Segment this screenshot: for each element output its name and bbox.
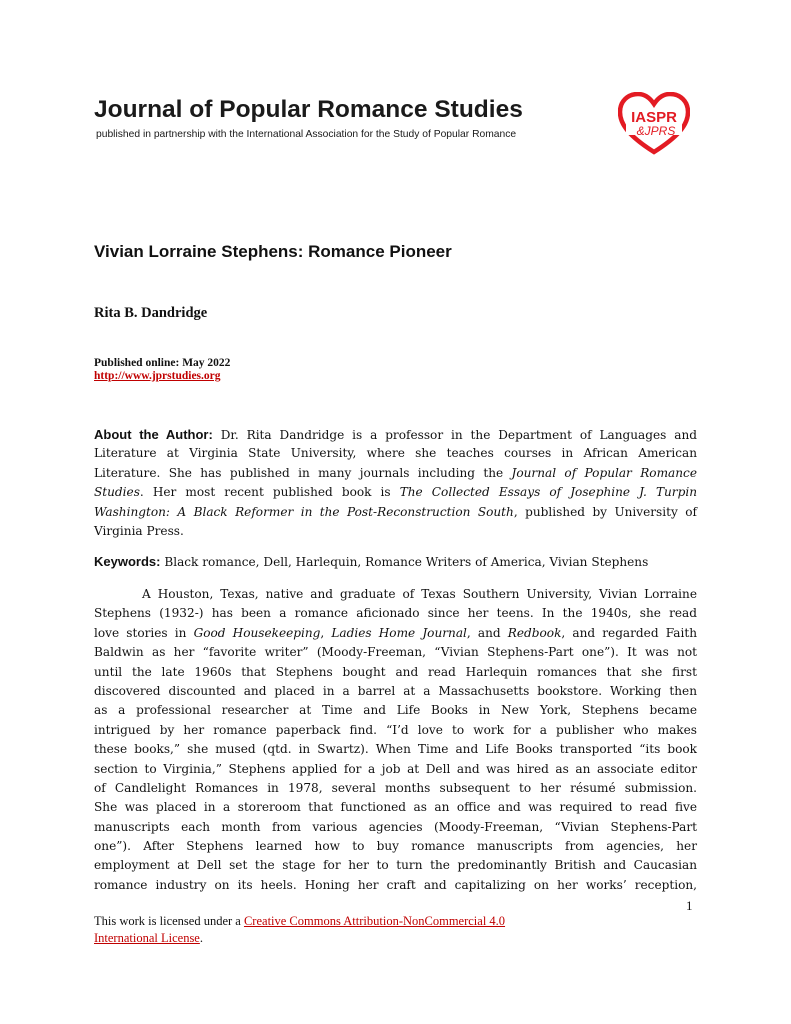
body-line: one”). After Stephens learned how to buy romance manuscripts from agencies, her bbox=[94, 839, 697, 854]
keywords-line bbox=[94, 552, 697, 571]
logo-text-1: IASPR bbox=[631, 109, 677, 126]
body-line: romance industry on its heels. Honing her craft and capitalizing on her works’ reception, bbox=[94, 877, 697, 892]
page-number: 1 bbox=[686, 898, 693, 913]
published-date: Published online: May 2022 bbox=[94, 357, 231, 369]
iaspr-logo bbox=[618, 92, 690, 156]
journal-subtitle: published in partnership with the International Association for the Study of Popular Romance bbox=[96, 129, 517, 140]
body-line: intrigued by her romance paperback find. “I’d love to work for a publisher who makes bbox=[94, 722, 697, 737]
about-line: Literature at Virginia State University, where she teaches courses in African American bbox=[94, 446, 697, 461]
license-footer bbox=[94, 913, 614, 947]
keywords-lead: Keywords: bbox=[94, 554, 161, 569]
body-line: discovered discounted and placed in a barrel at a Massachusetts bookstore. Working then bbox=[94, 683, 697, 698]
body-line: of Candlelight Romances in 1978, several months subsequent to her résumé submission. bbox=[94, 780, 697, 795]
article-title: Vivian Lorraine Stephens: Romance Pioneer bbox=[94, 242, 452, 261]
keywords-text: Black romance, Dell, Harlequin, Romance Writers of America, Vivian Stephens bbox=[160, 555, 649, 569]
journal-title: Journal of Popular Romance Studies bbox=[94, 96, 523, 123]
body-line: as a professional researcher at Time and Life Books in New York, Stephens became bbox=[94, 703, 697, 718]
about-line: Studies. Her most recent published book is The Collected Essays of Josephine J. Turpin bbox=[94, 485, 697, 500]
license-prefix: This work is licensed under a bbox=[94, 914, 244, 928]
about-line: About the Author: Dr. Rita Dandridge is a professor in the Department of Languages and bbox=[94, 427, 697, 442]
body-line: section to Virginia,” Stephens applied for a job at Dell and was hired as an associate editor bbox=[94, 761, 697, 776]
heart-logo-icon bbox=[618, 92, 690, 156]
body-line: She was placed in a storeroom that functioned as an office and was required to read five bbox=[94, 800, 697, 815]
body-line: until the late 1960s that Stephens bought and read Harlequin romances that she first bbox=[94, 664, 697, 679]
license-suffix: . bbox=[199, 931, 203, 945]
body-line: Stephens (1932-) has been a romance aficionado since her teens. In the 1940s, she read bbox=[94, 606, 697, 621]
keywords-section bbox=[94, 552, 697, 571]
about-line: Literature. She has published in many journals including the Journal of Popular Romance bbox=[94, 465, 697, 480]
about-line: Washington: A Black Reformer in the Post-Reconstruction South, published by University of bbox=[94, 504, 698, 519]
about-author-section bbox=[94, 425, 697, 541]
journal-url-link[interactable]: http://www.jprstudies.org bbox=[94, 370, 221, 382]
body-line: manuscripts each month from various agencies (Moody-Freeman, “Vivian Stephens-Part bbox=[94, 819, 697, 834]
license-link-continued[interactable]: International License bbox=[94, 931, 200, 945]
body-line: these books,” she mused (qtd. in Swartz). When Time and Life Books transported “its book bbox=[94, 742, 697, 757]
license-link[interactable]: Creative Commons Attribution-NonCommercial 4.0 bbox=[243, 914, 506, 928]
body-paragraph bbox=[94, 585, 697, 895]
body-line: Baldwin as her “favorite writer” (Moody-Freeman, “Vivian Stephens-Part one”). It was not bbox=[94, 645, 697, 660]
publication-info bbox=[94, 357, 230, 383]
body-line: employment at Dell set the stage for her to turn the predominantly British and Caucasian bbox=[94, 858, 697, 873]
logo-text-2: &JPRS bbox=[636, 124, 676, 138]
about-line: Virginia Press. bbox=[94, 523, 184, 538]
body-line: A Houston, Texas, native and graduate of Texas Southern University, Vivian Lorraine bbox=[142, 587, 697, 601]
author-name: Rita B. Dandridge bbox=[94, 305, 208, 321]
about-lead: About the Author: bbox=[94, 427, 213, 442]
body-line: love stories in Good Housekeeping, Ladies Home Journal, and Redbook, and regarded Faith bbox=[94, 625, 697, 640]
